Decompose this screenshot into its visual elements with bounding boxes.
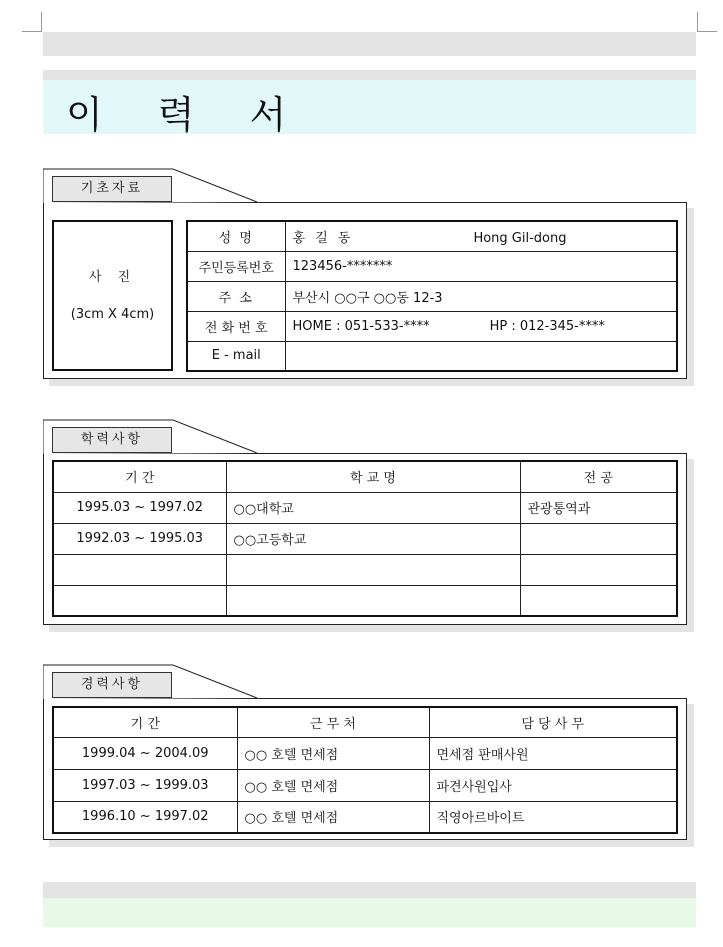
photo-box [52, 220, 173, 371]
workplace-cell: ○○ 호텔 면세점 [237, 801, 429, 833]
table-row [53, 523, 677, 554]
email-value[interactable] [285, 341, 677, 371]
table-row [53, 769, 677, 801]
workplace-cell: ○○ 호텔 면세점 [237, 769, 429, 801]
period-cell: 1997.03 ~ 1999.03 [53, 769, 237, 801]
resident-id-value: 123456-******* [285, 251, 677, 281]
table-row [187, 221, 677, 251]
title-top-band [43, 70, 696, 80]
footer-green-band [43, 898, 696, 927]
name-value [285, 221, 677, 251]
period-cell: 1992.03 ~ 1995.03 [53, 523, 226, 554]
school-cell [226, 585, 520, 616]
resident-id-label: 주민등록번호 [187, 251, 285, 281]
mobile-phone: HP : 012-345-**** [489, 318, 605, 334]
major-cell [520, 523, 677, 554]
header-band [43, 32, 696, 56]
phone-value [285, 311, 677, 341]
header-duty: 담 당 사 무 [429, 707, 677, 737]
duty-cell: 면세점 판매사원 [429, 737, 677, 769]
major-cell [520, 554, 677, 585]
workplace-cell: ○○ 호텔 면세점 [237, 737, 429, 769]
major-cell: 관광통역과 [520, 492, 677, 523]
table-row [187, 281, 677, 311]
email-label: E - mail [187, 341, 285, 371]
name-english: Hong Gil-dong [473, 230, 567, 246]
footer-band [43, 882, 696, 898]
photo-size: (3cm X 4cm) [70, 307, 155, 322]
table-row [187, 311, 677, 341]
table-row [53, 585, 677, 616]
address-value: 부산시 ○○구 ○○동 12-3 [285, 281, 677, 311]
duty-cell: 파견사원입사 [429, 769, 677, 801]
school-cell: ○○대학교 [226, 492, 520, 523]
header-workplace: 근 무 처 [237, 707, 429, 737]
page-title [66, 84, 341, 139]
table-header-row [53, 461, 677, 492]
school-cell [226, 554, 520, 585]
period-cell [53, 554, 226, 585]
name-korean: 홍 길 동 [292, 230, 354, 246]
education-tab: 학력사항 [52, 427, 172, 453]
table-header-row [53, 707, 677, 737]
name-label: 성 명 [187, 221, 285, 251]
duty-cell: 직영아르바이트 [429, 801, 677, 833]
period-cell: 1995.03 ~ 1997.02 [53, 492, 226, 523]
photo-label: 사 진 [88, 270, 137, 285]
table-row [53, 492, 677, 523]
career-tab: 경력사항 [52, 672, 172, 698]
header-period: 기 간 [53, 461, 226, 492]
title-char: 서 [249, 93, 287, 137]
header-school: 학 교 명 [226, 461, 520, 492]
basic-tab: 기초자료 [52, 176, 172, 202]
table-row [187, 251, 677, 281]
basic-info-table [186, 220, 678, 372]
period-cell: 1996.10 ~ 1997.02 [53, 801, 237, 833]
page-corner-mark-right [697, 12, 717, 32]
table-row [53, 737, 677, 769]
page-corner-mark-left [22, 12, 42, 32]
period-cell: 1999.04 ~ 2004.09 [53, 737, 237, 769]
major-cell [520, 585, 677, 616]
table-row [53, 801, 677, 833]
title-char: 이 [66, 93, 103, 137]
career-table [52, 706, 678, 834]
header-major: 전 공 [520, 461, 677, 492]
address-label: 주 소 [187, 281, 285, 311]
header-period: 기 간 [53, 707, 237, 737]
period-cell [53, 585, 226, 616]
education-table [52, 460, 678, 617]
table-row [53, 554, 677, 585]
phone-label: 전 화 번 호 [187, 311, 285, 341]
title-char: 력 [157, 93, 195, 137]
home-phone: HOME : 051-533-**** [292, 318, 430, 334]
school-cell: ○○고등학교 [226, 523, 520, 554]
table-row [187, 341, 677, 371]
